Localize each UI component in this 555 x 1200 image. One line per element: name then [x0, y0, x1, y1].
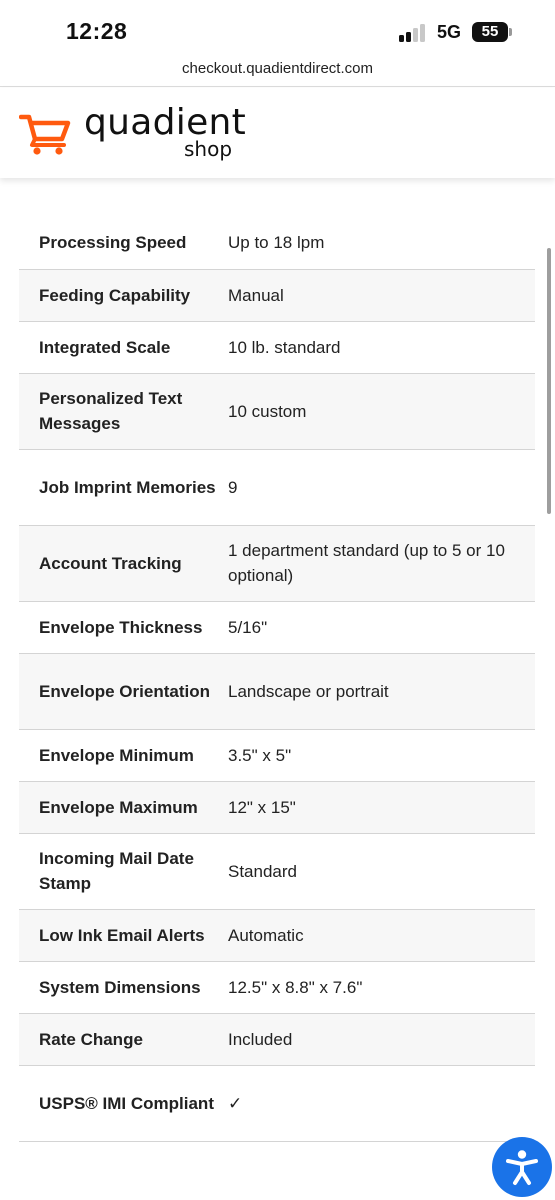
- accessibility-button[interactable]: [492, 1137, 552, 1197]
- spec-label: System Dimensions: [39, 977, 201, 997]
- spec-value: 10 custom: [228, 401, 307, 421]
- table-row: [19, 449, 535, 525]
- spec-label: Rate Change: [39, 1029, 143, 1049]
- spec-value: Automatic: [228, 925, 304, 945]
- spec-value: Included: [228, 1029, 293, 1049]
- accessibility-icon: [502, 1147, 542, 1187]
- spec-label: USPS® IMI Compliant: [39, 1093, 214, 1113]
- table-row: [19, 525, 535, 601]
- checkmark-icon: ✓: [228, 1093, 243, 1113]
- spec-label: Low Ink Email Alerts: [39, 925, 205, 945]
- spec-label: Envelope Orientation: [39, 681, 210, 701]
- table-row: [19, 269, 535, 321]
- spec-label: Envelope Minimum: [39, 745, 194, 765]
- table-row: [19, 1065, 535, 1141]
- spec-value: 10 lb. standard: [228, 337, 341, 357]
- spec-value: Manual: [228, 285, 284, 305]
- url-text: checkout.quadientdirect.com: [182, 60, 373, 77]
- browser-url-bar[interactable]: [0, 58, 555, 87]
- spec-label: Envelope Thickness: [39, 617, 203, 637]
- page-scrollbar[interactable]: [547, 248, 551, 514]
- site-header: [0, 88, 555, 178]
- spec-value: Landscape or portrait: [228, 681, 389, 701]
- table-row: [19, 653, 535, 729]
- status-bar: [0, 0, 555, 58]
- table-row: [19, 321, 535, 373]
- table-row: [19, 1013, 535, 1065]
- specifications-table: [19, 217, 535, 1142]
- spec-label: Personalized Text Messages: [39, 389, 183, 433]
- battery-cap: [509, 28, 512, 36]
- logo-subtitle: shop: [184, 137, 233, 161]
- table-row: [19, 833, 535, 909]
- spec-label: Account Tracking: [39, 553, 182, 573]
- spec-label: Incoming Mail Date Stamp: [39, 849, 194, 893]
- spec-label: Processing Speed: [39, 233, 187, 253]
- spec-value: 12" x 15": [228, 797, 296, 817]
- spec-value: 5/16": [228, 617, 268, 637]
- network-type: 5G: [437, 22, 462, 42]
- spec-value: 12.5" x 8.8" x 7.6": [228, 977, 363, 997]
- table-row: [19, 601, 535, 653]
- spec-label: Feeding Capability: [39, 285, 191, 305]
- spec-value: Standard: [228, 861, 297, 881]
- spec-value: 1 department standard (up to 5 or 10 optional): [228, 541, 505, 585]
- logo-wordmark[interactable]: quadient: [84, 102, 247, 143]
- spec-value: 9: [228, 477, 238, 497]
- spec-value: Up to 18 lpm: [228, 233, 325, 253]
- battery-icon: [472, 22, 508, 42]
- signal-strength-icon: [399, 24, 429, 42]
- shopping-cart-icon[interactable]: [19, 110, 71, 156]
- spec-label: Integrated Scale: [39, 337, 171, 357]
- table-row: [19, 729, 535, 781]
- spec-label: Envelope Maximum: [39, 797, 198, 817]
- table-row: [19, 781, 535, 833]
- spec-value: 3.5" x 5": [228, 745, 292, 765]
- table-row: [19, 961, 535, 1013]
- table-row: [19, 217, 535, 269]
- table-row: [19, 373, 535, 449]
- table-row: [19, 909, 535, 961]
- status-time: 12:28: [66, 18, 128, 44]
- battery-level: 55: [481, 23, 499, 40]
- spec-label: Job Imprint Memories: [39, 477, 216, 497]
